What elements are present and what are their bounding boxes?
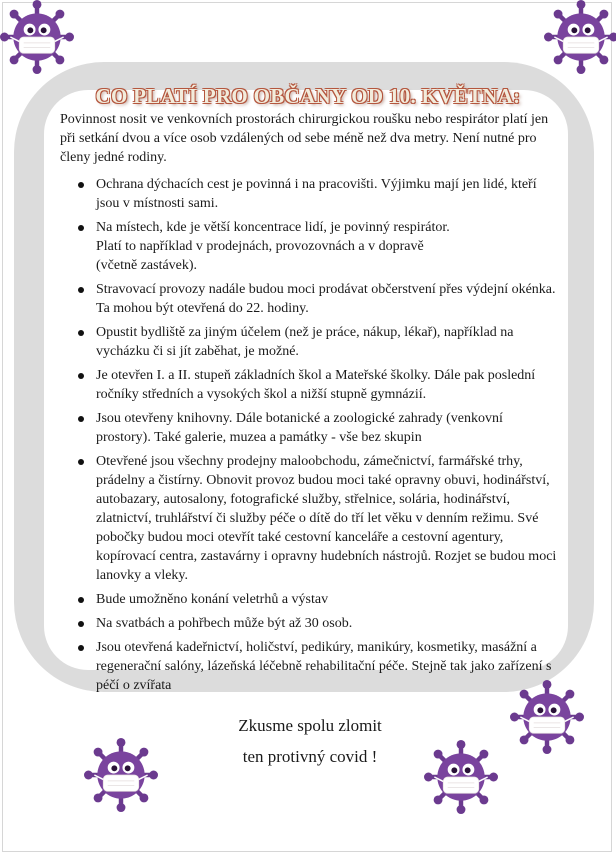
virus-mascot-icon	[544, 0, 616, 74]
rule-item	[60, 452, 560, 585]
bullet-icon	[78, 330, 84, 336]
intro-paragraph: Povinnost nosit ve venkovních prostorách chirurgickou roušku nebo respirátor platí jen při setkání dvou a více osob vzdálených od sebe méně než dva metry. Není nutné pro členy jedné rodiny.	[60, 112, 549, 165]
rule-item	[60, 638, 560, 695]
rule-item	[60, 614, 560, 633]
rule-text: (včetně zastávek).	[96, 258, 198, 273]
footer-line-1: Zkusme spolu zlomit	[238, 716, 382, 735]
bullet-icon	[78, 182, 84, 188]
rule-item	[60, 409, 560, 447]
virus-mascot-icon	[84, 738, 158, 812]
bullet-icon	[78, 621, 84, 627]
rule-item	[60, 218, 560, 275]
rule-text: Na svatbách a pohřbech může být až 30 osob.	[96, 616, 353, 631]
virus-mascot-icon	[424, 740, 498, 814]
bullet-icon	[78, 373, 84, 379]
rule-text: Bude umožněno konání veletrhů a výstav	[96, 592, 329, 607]
rule-item	[60, 590, 560, 609]
bullet-icon	[78, 416, 84, 422]
rule-item	[60, 366, 560, 404]
rule-text: Jsou otevřená kadeřnictví, holičství, pedikúry, manikúry, kosmetiky, masážní a regenerační salóny, lázeňská léčebně rehabilitační péče. Stejně tak jako zařízení s péčí o zvířata	[96, 640, 552, 693]
rule-text: Stravovací provozy nadále budou moci prodávat občerstvení přes výdejní okénka. Ta mohou být otevřená do 22. hodiny.	[96, 282, 556, 316]
rule-text: Platí to například v prodejnách, provozovnách a v dopravě	[96, 239, 424, 254]
rules-content	[60, 110, 560, 700]
rule-text: Je otevřen I. a II. stupeň základních škol a Mateřské školky. Dále pak poslední ročníky středních a vysokých škol a nižší stupně gymnázií.	[96, 368, 536, 402]
rule-item	[60, 280, 560, 318]
rule-text: Na místech, kde je větší koncentrace lidí, je povinný respirátor.	[96, 220, 450, 235]
bullet-icon	[78, 597, 84, 603]
bullet-icon	[78, 287, 84, 293]
footer-slogan	[180, 710, 440, 772]
bullet-icon	[78, 645, 84, 651]
bullet-icon	[78, 459, 84, 465]
footer-line-2: ten protivný covid !	[242, 747, 378, 766]
page-title: CO PLATÍ PRO OBČANY OD 10. KVĚTNA:	[95, 84, 521, 108]
virus-mascot-icon	[510, 680, 584, 754]
rule-item	[60, 175, 560, 213]
rules-list	[60, 175, 560, 695]
rule-text: Jsou otevřeny knihovny. Dále botanické a zoologické zahrady (venkovní prostory). Také galerie, muzea a památky - vše bez skupin	[96, 411, 503, 445]
rule-text: Opustit bydliště za jiným účelem (než je práce, nákup, lékař), například na vycházku či si jít zaběhat, je možné.	[96, 325, 514, 359]
virus-mascot-icon	[0, 0, 74, 74]
rule-text: Otevřené jsou všechny prodejny maloobchodu, zámečnictví, farmářské trhy, prádelny a čistírny. Obnovit provoz budou moci také opravny obuvi, hodinářství, autobazary, autosalony, fotografické služby, střelnice, solária, hodinářství, zlatnictví, truhlářství či služby péče o dítě do tří let věku v denním režimu. Své pobočky budou moci otevřít také cestovní kanceláře a cestovní agentury, kopírovací centra, zastavárny i opravny hudebních nástrojů. Rozjet se budou moci lanovky a vleky.	[96, 454, 557, 583]
rule-item	[60, 323, 560, 361]
rule-text: Ochrana dýchacích cest je povinná i na pracovišti. Výjimku mají jen lidé, kteří jsou v místnosti sami.	[96, 177, 537, 211]
bullet-icon	[78, 225, 84, 231]
